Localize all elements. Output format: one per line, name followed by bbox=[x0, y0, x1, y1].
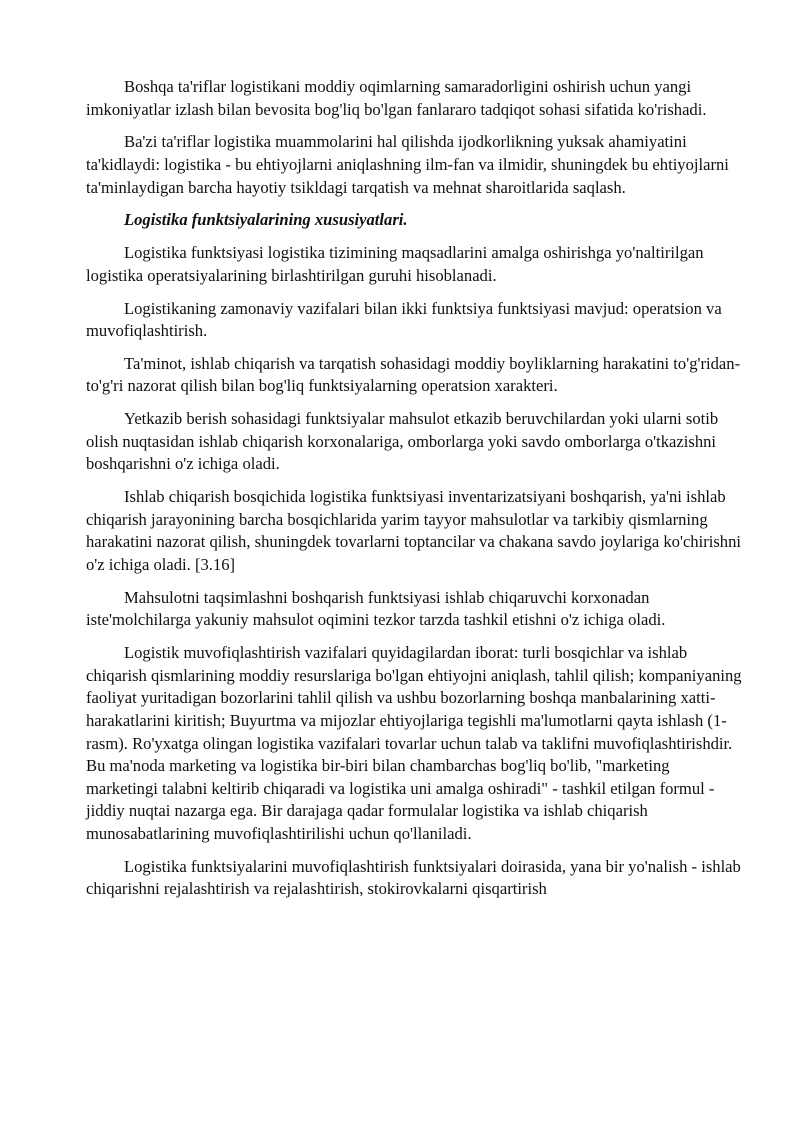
paragraph: Logistikaning zamonaviy vazifalari bilan ikki funktsiya funktsiyasi mavjud: operatsion va muvofiqlashtirish. bbox=[86, 298, 722, 341]
paragraph: Yetkazib berish sohasidagi funktsiyalar mahsulot etkazib beruvchilardan yoki ularni sotib olish nuqtasidan ishlab chiqarish korxonalariga, omborlarga yoki savdo omborlarga o'tkazishni boshqarishni o'z ichiga oladi. bbox=[86, 409, 719, 474]
document-page bbox=[86, 76, 742, 901]
paragraph: Ba'zi ta'riflar logistika muammolarini hal qilishda ijodkorlikning yuksak ahamiyatini ta'kidlaydi: logistika - bu ehtiyojlarni aniqlashning ilm-fan va ilmidir, shuningdek bu ehtiyojlarni ta'minlaydigan barcha hayotiy tsikldagi tarqatish va mehnat sharoitlarida saqlash. bbox=[86, 132, 729, 197]
paragraph: Ishlab chiqarish bosqichida logistika funktsiyasi inventarizatsiyani boshqarish, ya'ni ishlab chiqarish jarayonining barcha bosqichlarida yarim tayyor mahsulotlar va tarkibiy qismlarning harakatini nazorat qilish, shuningdek tovarlarni toptancilar va chakana savdo joylariga ko'chirishni o'z ichiga oladi. [3.16] bbox=[86, 487, 742, 574]
paragraph: Mahsulotni taqsimlashni boshqarish funktsiyasi ishlab chiqaruvchi korxonadan iste'molchilarga yakuniy mahsulot oqimini tezkor tarzda tashkil etishni o'z ichiga oladi. bbox=[86, 587, 666, 630]
paragraph: Ta'minot, ishlab chiqarish va tarqatish sohasidagi moddiy boyliklarning harakatini to'g'ridan-to'g'ri nazorat qilish bilan bog'liq funktsiyalarning operatsion xarakteri. bbox=[86, 353, 741, 396]
paragraph: Boshqa ta'riflar logistikani moddiy oqimlarning samaradorligini oshirish uchun yangi imkoniyatlar izlash bilan bevosita bog'liq bo'lgan fanlararo tadqiqot sohasi sifatida ko'rishadi. bbox=[86, 77, 707, 119]
paragraph: Logistika funktsiyasi logistika tizimining maqsadlarini amalga oshirishga yo'naltirilgan logistika operatsiyalarining birlashtirilgan guruhi hisoblanadi. bbox=[86, 243, 704, 285]
paragraph: Logistik muvofiqlashtirish vazifalari quyidagilardan iborat: turli bosqichlar va ishlab chiqarish qismlarining moddiy resurslariga bo'lgan ehtiyojni aniqlash, tahlil qilish; kompaniyaning faoliyat yuritadigan bozorlarini tahlil qilish va ushbu bozorlarning boshqa manbalarining xatti-harakatlarini kiritish; Buyurtma va mijozlar ehtiyojlariga tegishli ma'lumotlarni qayta ishlash (1-rasm). Ro'yxatga olingan logistika vazifalari tovarlar uchun talab va taklifni muvofiqlashtirishdir. Bu ma'noda marketing va logistika bir-biri bilan chambarchas bog'liq bo'lib, "marketing marketingi talabni keltirib chiqaradi va logistika uni amalga oshiradi" - tashkil etilgan formul - jiddiy nuqtai nazarga ega. Bir darajaga qadar formulalar logistika va ishlab chiqarish munosabatlarining muvofiqlashtirilishi uchun qo'llaniladi. bbox=[86, 643, 742, 843]
paragraph: Logistika funktsiyalarini muvofiqlashtirish funktsiyalari doirasida, yana bir yo'nalish - ishlab chiqarishni rejalashtirish va rejalashtirish, stokirovkalarni qisqartirish bbox=[86, 856, 741, 899]
section-heading: Logistika funktsiyalarining xususiyatlari. bbox=[124, 210, 408, 230]
